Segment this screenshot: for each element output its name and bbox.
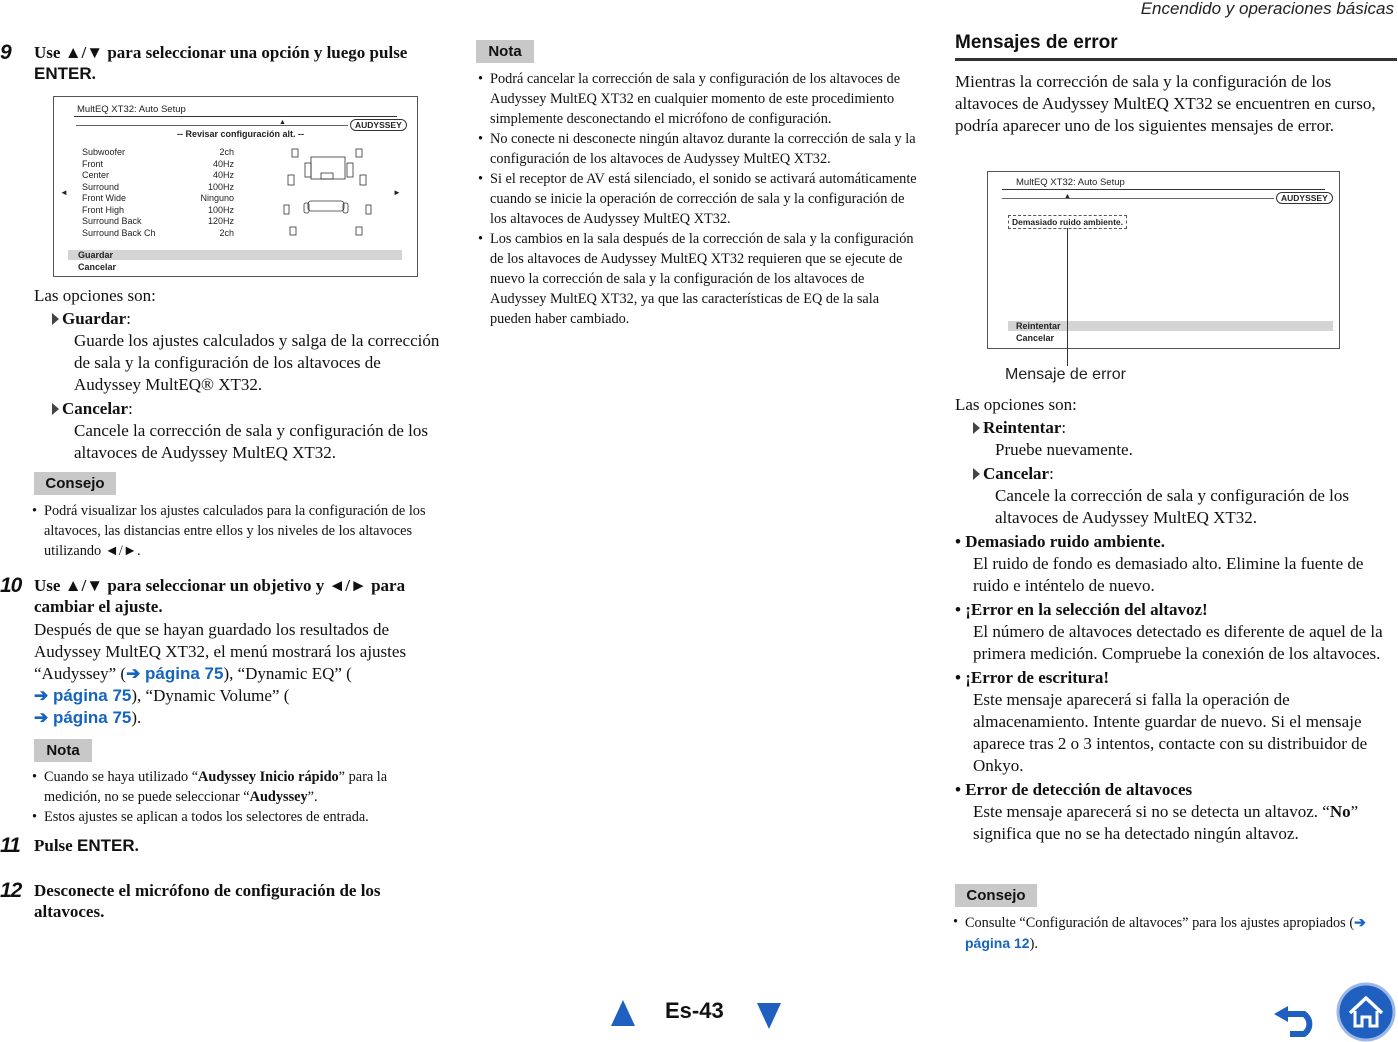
page-link[interactable]: ➔ página 75 [126, 664, 224, 683]
text: ). [1029, 936, 1038, 952]
step-number: 9 [0, 41, 11, 64]
option-desc: Cancele la corrección de sala y configuración de los altavoces de Audyssey MultEQ XT32. [995, 486, 1350, 527]
row-name: Surround Back [82, 216, 142, 226]
next-page-icon[interactable] [757, 1003, 781, 1029]
consejo-item: • Podrá visualizar los ajustes calculados para la configuración de los altavoces, las distancias entre ellos y los niveles de los altavoces utilizando ◄/►. [32, 501, 442, 561]
nota-badge: Nota [34, 739, 92, 762]
enter-key: ENTER [34, 64, 92, 83]
page-number: Es-43 [665, 998, 724, 1023]
settings-row [82, 159, 234, 171]
options-intro: Las opciones son: [34, 286, 156, 305]
option-desc: Cancele la corrección de sala y configuración de los altavoces de Audyssey MultEQ XT32. [74, 421, 429, 462]
error-title: • Error de detección de altavoces [955, 780, 1193, 799]
error-desc [955, 801, 1395, 845]
body-text: ), “Dynamic Volume” ( [131, 686, 290, 705]
menu-item-guardar[interactable]: Guardar [78, 250, 114, 260]
settings-row [82, 193, 234, 205]
row-name: Surround Back Ch [82, 227, 156, 238]
text-bold: Audyssey [249, 789, 308, 805]
step-12 [0, 880, 434, 922]
step-text-post: . [91, 64, 96, 83]
text: Consulte “Configuración de altavoces” para los ajustes apropiados ( [965, 915, 1355, 931]
row-name: Front High [82, 204, 125, 215]
triangle-bullet-icon [52, 403, 59, 415]
option-reintentar: Reintentar: Pruebe nuevamente. [973, 417, 1393, 461]
progress-rule [76, 125, 348, 126]
consejo-list [953, 912, 1373, 954]
text: ” significa que no se ha detectado ningún altavoz. [973, 802, 1359, 843]
error-title: • ¡Error de escritura! [955, 668, 1110, 687]
nota-item: • Los cambios en la sala después de la corrección de sala y la configuración de los altavoces de Audyssey MultEQ XT32 requieren que se ejecute de nuevo la corrección de sala y la configuración de los altavoces de Audyssey MultEQ XT32, ya que las características de EQ de la sala pueden haber cambiado. [478, 229, 918, 329]
screen-title-rule [1002, 189, 1325, 190]
settings-row [82, 170, 234, 182]
row-value: 40Hz [212, 158, 234, 169]
option-cancelar: Cancelar: Cancele la corrección de sala y configuración de los altavoces de Audyssey MultEQ XT32. [973, 463, 1398, 529]
error-title-text: Error de detección de altavoces [965, 780, 1193, 799]
consejo-badge: Consejo [34, 472, 116, 495]
nota-item: • Estos ajustes se aplican a todos los selectores de entrada. [32, 807, 444, 827]
progress-marker-icon: ▲ [1064, 193, 1071, 200]
options-intro: Las opciones son: [955, 395, 1077, 414]
body-text: Después de que se hayan guardado los resultados de Audyssey MultEQ XT32, el menú mostrará los ajustes “Audyssey” ( [34, 620, 407, 683]
row-name: Front [82, 158, 104, 169]
text-bold: No [1329, 802, 1351, 821]
page-link[interactable]: ➔ página 75 [34, 686, 132, 705]
intro-text: Mientras la corrección de sala y la configuración de los altavoces de Audyssey MultEQ XT32 se encuentren en curso, podría aparecer uno de los siguientes mensajes de error. [955, 72, 1376, 135]
option-desc: Guarde los ajustes calculados y salga de la corrección de sala y la configuración de los altavoces de Audyssey MultEQ® XT32. [74, 331, 440, 394]
text: Este mensaje aparecerá si no se detecta un altavoz. “ [973, 802, 1330, 821]
step-10 [0, 575, 439, 617]
option-label: Cancelar [62, 399, 129, 418]
menu-item-reintentar[interactable]: Reintentar [1016, 321, 1061, 331]
speaker-layout-icon [282, 141, 374, 241]
error-item [955, 779, 1395, 845]
step-10-body [34, 619, 442, 729]
back-icon[interactable] [1268, 998, 1324, 1038]
menu-item-cancelar[interactable]: Cancelar [1016, 333, 1055, 343]
screen-title-rule [74, 116, 397, 117]
screen-title: MultEQ XT32: Auto Setup [1016, 177, 1125, 188]
row-name: Front Wide [82, 193, 127, 203]
option-cancelar: Cancelar: Cancele la corrección de sala y configuración de los altavoces de Audyssey MultEQ XT32. [52, 398, 442, 464]
row-value: 2ch [219, 147, 234, 157]
settings-row [82, 205, 234, 217]
error-message: Demasiado ruido ambiente. [1008, 215, 1127, 229]
step-number: 10 [0, 574, 22, 597]
row-value: 100Hz [207, 181, 234, 192]
nota-item [32, 767, 444, 807]
error-title-text: Demasiado ruido ambiente. [965, 532, 1165, 551]
screen-title: MultEQ XT32: Auto Setup [77, 104, 186, 115]
home-icon[interactable] [1336, 982, 1396, 1042]
nota-item: • Si el receptor de AV está silenciado, el sonido se activará automáticamente cuando se inicie la operación de corrección de sala y la configuración de los altavoces de Audyssey MultEQ XT32. [478, 169, 918, 229]
error-desc: Este mensaje aparecerá si falla la operación de almacenamiento. Intente guardar de nuevo. Si el mensaje aparece tras 2 o 3 intentos, contacte con su distribuidor de Onkyo. [973, 690, 1368, 775]
consejo-item [953, 912, 1373, 954]
step-text: Desconecte el micrófono de configuración de los altavoces. [34, 881, 381, 921]
error-desc: El ruido de fondo es demasiado alto. Elimine la fuente de ruido e inténtelo de nuevo. [973, 554, 1364, 595]
option-guardar: Guardar: Guarde los ajustes calculados y salga de la corrección de sala y la configuración de los altavoces de Audyssey MultEQ® XT32. [52, 308, 442, 396]
triangle-bullet-icon [973, 468, 980, 480]
page-link[interactable]: ➔ página 12 [965, 914, 1366, 951]
triangle-bullet-icon [973, 422, 980, 434]
body-text: ). [131, 708, 142, 727]
callout-label: Mensaje de error [1005, 366, 1126, 383]
error-title: • Demasiado ruido ambiente. [955, 532, 1165, 551]
row-value: 2ch [219, 227, 234, 238]
error-title-text: ¡Error de escritura! [965, 668, 1110, 687]
settings-row [82, 216, 234, 228]
setup-screen-review [53, 96, 418, 277]
nota-list [32, 767, 444, 827]
error-item [955, 599, 1395, 665]
audyssey-logo: AUDYSSEY [350, 119, 407, 131]
nota-item: • Podrá cancelar la corrección de sala y configuración de los altavoces de Audyssey MultEQ XT32 en cualquier momento de este procedimiento simplemente desconectando el micrófono de configuración. [478, 69, 918, 129]
option-label: Reintentar [983, 418, 1062, 437]
nota-item: • No conecte ni desconecte ningún altavoz durante la corrección de sala y la configuración de los altavoces de Audyssey MultEQ XT32. [478, 129, 918, 169]
settings-row [82, 182, 234, 194]
text: ” para la medición, no se puede seleccionar “ [44, 769, 388, 805]
right-arrow-icon[interactable]: ► [393, 188, 401, 197]
progress-marker-icon: ▲ [279, 119, 286, 126]
step-text-pre: Pulse [34, 836, 77, 855]
menu-highlight-bar [68, 250, 402, 260]
page-link[interactable]: ➔ página 75 [34, 708, 132, 727]
triangle-bullet-icon [52, 313, 59, 325]
settings-row [82, 147, 234, 159]
option-desc: Pruebe nuevamente. [995, 440, 1133, 459]
progress-rule [1002, 198, 1274, 199]
error-item [955, 531, 1395, 597]
error-item [955, 667, 1395, 777]
error-title-text: ¡Error en la selección del altavoz! [965, 600, 1208, 619]
menu-item-cancelar[interactable]: Cancelar [78, 262, 117, 272]
row-value: 100Hz [207, 204, 234, 215]
heading-rule [955, 58, 1397, 61]
settings-table [82, 147, 234, 239]
left-arrow-icon[interactable]: ◄ [60, 188, 68, 197]
step-text: Use ▲/▼ para seleccionar un objetivo y ◄/► para cambiar el ajuste. [34, 576, 406, 616]
step-number: 11 [0, 834, 20, 857]
nota-list [478, 69, 918, 329]
consejo-list [32, 501, 442, 561]
row-value: 40Hz [212, 170, 234, 180]
row-name: Center [82, 170, 110, 180]
screen-subtitle: -- Revisar configuración alt. -- [177, 129, 305, 139]
row-value: Ninguno [200, 193, 234, 203]
step-text [34, 42, 439, 84]
step-text-pre: Use ▲/▼ para seleccionar una opción y luego pulse [34, 43, 408, 62]
step-text [34, 835, 139, 857]
enter-key: ENTER [76, 836, 135, 855]
callout-line [1067, 228, 1068, 366]
step-number: 12 [0, 879, 22, 902]
option-label: Cancelar [983, 464, 1050, 483]
row-name: Surround [82, 181, 120, 192]
step-11 [0, 835, 139, 857]
setup-screen-error [987, 171, 1340, 349]
error-desc: El número de altavoces detectado es diferente de aquel de la primera medición. Compruebe la conexión de los altavoces. [973, 622, 1383, 663]
error-title: • ¡Error en la selección del altavoz! [955, 600, 1208, 619]
step-text-post: . [134, 836, 139, 855]
prev-page-icon[interactable] [611, 1000, 635, 1026]
section-heading: Mensajes de error [955, 32, 1118, 53]
error-list [955, 531, 1395, 845]
row-name: Subwoofer [82, 147, 126, 157]
text: ”. [307, 789, 318, 805]
body-text: ), “Dynamic EQ” ( [223, 664, 352, 683]
nota-badge: Nota [476, 40, 534, 63]
row-value: 120Hz [207, 216, 234, 226]
audyssey-logo: AUDYSSEY [1276, 192, 1333, 204]
text: Cuando se haya utilizado “ [44, 769, 199, 785]
page-header-title: Encendido y operaciones básicas [1140, 0, 1394, 18]
step-9 [0, 42, 439, 84]
option-label: Guardar [62, 309, 127, 328]
consejo-badge: Consejo [955, 884, 1037, 907]
text-bold: Audyssey Inicio rápido [198, 769, 339, 785]
settings-row [82, 228, 234, 240]
